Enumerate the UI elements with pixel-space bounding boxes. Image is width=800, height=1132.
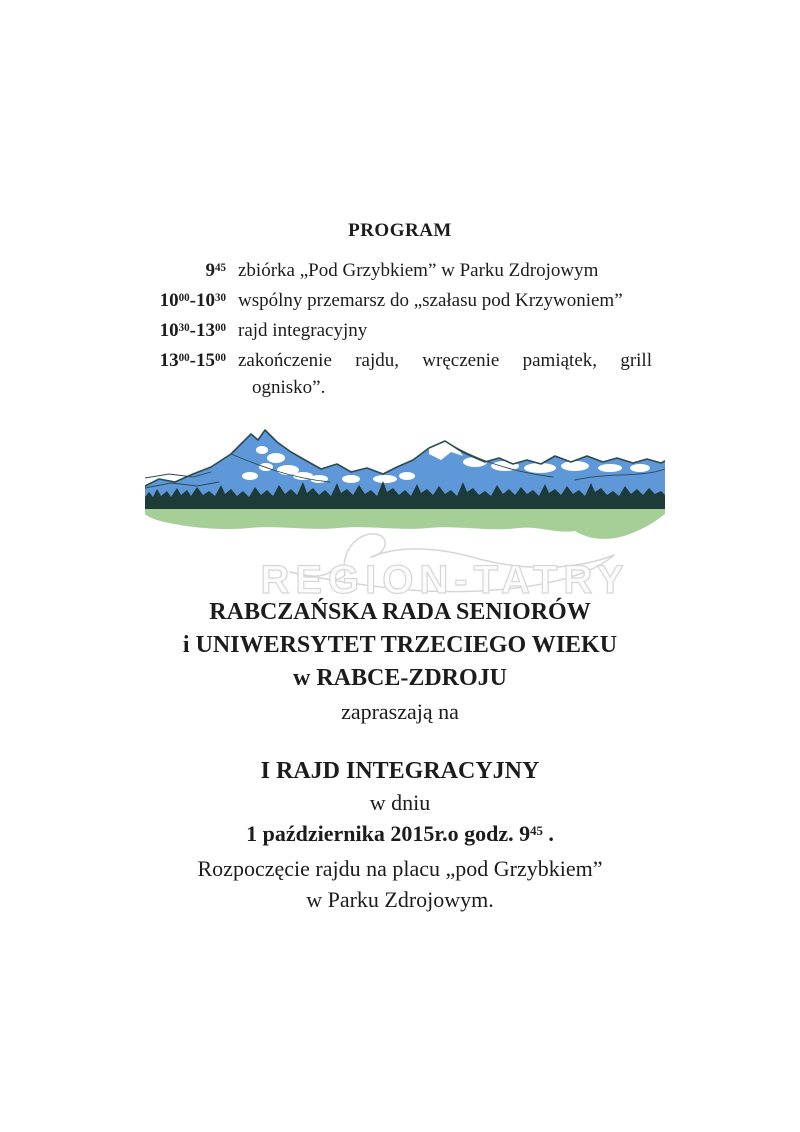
schedule-desc: zbiórka „Pod Grzybkiem” w Parku Zdrojowym [238,260,599,281]
schedule-desc: wspólny przemarsz do „szałasu pod Krzywoniem” [238,290,623,311]
schedule-row [148,257,652,287]
schedule-time: $10^{30}-13^{00}$ [159,320,226,341]
organizer-line-3: w RABCE-ZDROJU [292,665,507,691]
organizer-line-1: RABCZAŃSKA RADA SENIORÓW [209,599,591,625]
event-date: 1 października 2015r.o godz. $9^{45}$ . [246,821,554,846]
invite-phrase: zapraszają na [341,699,459,724]
invitation-section [0,596,800,728]
schedule-time: $13^{00}-15^{00}$ [159,350,226,371]
event-location-line-1: Rozpoczęcie rajdu na placu „pod Grzybkiem” [197,856,603,881]
schedule-time: $9^{45}$ [205,260,226,281]
organizer-line-2: i UNIWERSYTET TRZECIEGO WIEKU [182,632,618,658]
schedule-time: $10^{00}-10^{30}$ [159,290,226,311]
watermark-region-tatry: REGION-TATRY [260,558,630,602]
event-title: I RAJD INTEGRACYJNY [260,758,540,784]
schedule-desc: rajd integracyjny [238,320,368,341]
schedule-desc: zakończenie rajdu, wręczenie pamiątek, grill ognisko”. [238,350,652,398]
event-location-line-2: w Parku Zdrojowym. [306,887,494,912]
event-date-intro: w dniu [369,790,431,815]
program-title: PROGRAM [348,220,452,241]
program-section [148,221,652,401]
schedule [148,257,652,401]
event-section [0,756,800,915]
schedule-row [148,347,652,401]
schedule-row [148,287,652,317]
schedule-row [148,317,652,347]
